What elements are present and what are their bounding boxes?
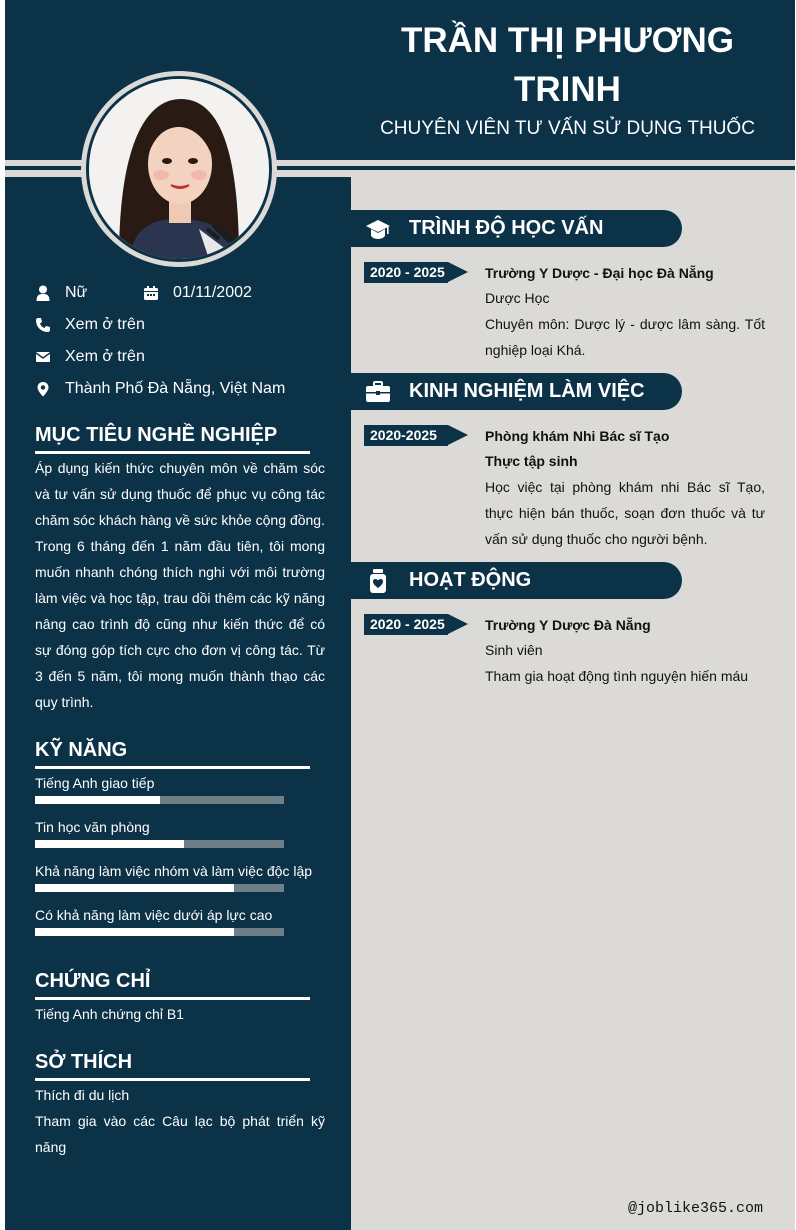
education-header — [351, 210, 682, 247]
heart-jar-icon — [365, 568, 391, 594]
email-value: Xem ở trên — [65, 348, 145, 365]
skill-bar-fill — [35, 796, 160, 804]
objective-rule — [35, 451, 310, 454]
education-date: 2020 - 2025 — [364, 262, 448, 283]
address-value: Thành Phố Đà Nẵng, Việt Nam — [65, 380, 286, 397]
skill-label: Tiếng Anh giao tiếp — [35, 775, 155, 791]
education-detail: Chuyên môn: Dược lý - dược lâm sàng. Tốt nghiệp loại Khá. — [485, 316, 765, 358]
certificate-item: Tiếng Anh chứng chỉ B1 — [35, 1006, 184, 1022]
skill-label: Tin học văn phòng — [35, 819, 150, 835]
skill-bar-fill — [35, 884, 234, 892]
certificates-rule — [35, 997, 310, 1000]
activities-role: Sinh viên — [485, 642, 543, 658]
address-row — [35, 379, 285, 399]
experience-position: Thực tập sinh — [485, 453, 578, 469]
skill-bar — [35, 840, 284, 848]
birthdate-value: 01/11/2002 — [173, 284, 252, 301]
name-line-1: TRẦN THỊ PHƯƠNG — [400, 21, 735, 60]
education-major: Dược Học — [485, 290, 550, 306]
hobby-item: Thích đi du lịch — [35, 1087, 130, 1103]
activities-detail: Tham gia hoạt động tình nguyện hiến máu — [485, 668, 749, 684]
candidate-name — [360, 16, 775, 114]
briefcase-icon — [365, 379, 391, 405]
avatar-portrait — [89, 79, 269, 259]
user-icon — [35, 285, 51, 301]
job-title: CHUYÊN VIÊN TƯ VẤN SỬ DỤNG THUỐC — [380, 118, 755, 139]
experience-detail: Học việc tại phòng khám nhi Bác sĩ Tạo, thực hiện bán thuốc, soạn đơn thuốc và tư vấn sử dụng thuốc cho người bệnh. — [485, 479, 765, 547]
experience-header — [351, 373, 682, 410]
hobbies-rule — [35, 1078, 310, 1081]
phone-value: Xem ở trên — [65, 316, 145, 333]
skill-bar — [35, 928, 284, 936]
name-line-2: TRINH — [514, 70, 621, 109]
education-school: Trường Y Dược - Đại học Đà Nẵng — [485, 265, 714, 281]
envelope-icon — [35, 349, 51, 365]
hobbies-title: SỞ THÍCH — [35, 1051, 133, 1073]
activities-header — [351, 562, 682, 599]
gender-value: Nữ — [65, 284, 88, 301]
date-arrow — [448, 425, 468, 445]
skills-rule — [35, 766, 310, 769]
avatar — [89, 79, 269, 259]
skill-bar-fill — [35, 928, 234, 936]
skill-label: Khả năng làm việc nhóm và làm việc độc lập — [35, 863, 313, 879]
skill-bar — [35, 884, 284, 892]
phone-row — [35, 315, 145, 335]
calendar-icon — [143, 285, 159, 301]
education-title: TRÌNH ĐỘ HỌC VẤN — [409, 217, 604, 239]
hobby-item: Tham gia vào các Câu lạc bộ phát triển kỹ năng — [35, 1113, 325, 1155]
birthdate-row — [143, 283, 252, 303]
phone-icon — [35, 317, 51, 333]
watermark: @joblike365.com — [628, 1200, 764, 1217]
experience-title: KINH NGHIỆM LÀM VIỆC — [409, 380, 645, 402]
map-pin-icon — [35, 381, 51, 397]
date-arrow — [448, 262, 468, 282]
skill-label: Có khả năng làm việc dưới áp lực cao — [35, 907, 273, 923]
gender-row — [35, 283, 87, 303]
skill-bar-fill — [35, 840, 184, 848]
activities-title: HOẠT ĐỘNG — [409, 569, 532, 591]
activities-org: Trường Y Dược Đà Nẵng — [485, 617, 651, 633]
objective-text: Áp dụng kiến thức chuyên môn về chăm sóc và tư vấn sử dụng thuốc để phục vụ công tác chăm sóc khách hàng về sức khỏe cộng đồng. Trong 6 tháng đến 1 năm đầu tiên, tôi mong muốn nhanh chóng thích nghi với môi trường làm việc và học tập, trau dồi thêm các kỹ năng nâng cao trình độ cũng như kiến thức để có sự đóng góp tích cực cho đơn vị công tác. Từ 3 đến 5 năm, tôi mong muốn thành thạo các quy trình. — [35, 460, 325, 710]
date-arrow — [448, 614, 468, 634]
skills-title: KỸ NĂNG — [35, 739, 128, 761]
experience-date: 2020-2025 — [364, 425, 448, 446]
graduation-cap-icon — [365, 216, 391, 242]
objective-title: MỤC TIÊU NGHỀ NGHIỆP — [35, 424, 278, 446]
activities-date: 2020 - 2025 — [364, 614, 448, 635]
skill-bar — [35, 796, 284, 804]
certificates-title: CHỨNG CHỈ — [35, 970, 151, 992]
experience-company: Phòng khám Nhi Bác sĩ Tạo — [485, 428, 670, 444]
email-row — [35, 347, 145, 367]
resume-page — [5, 0, 795, 1230]
